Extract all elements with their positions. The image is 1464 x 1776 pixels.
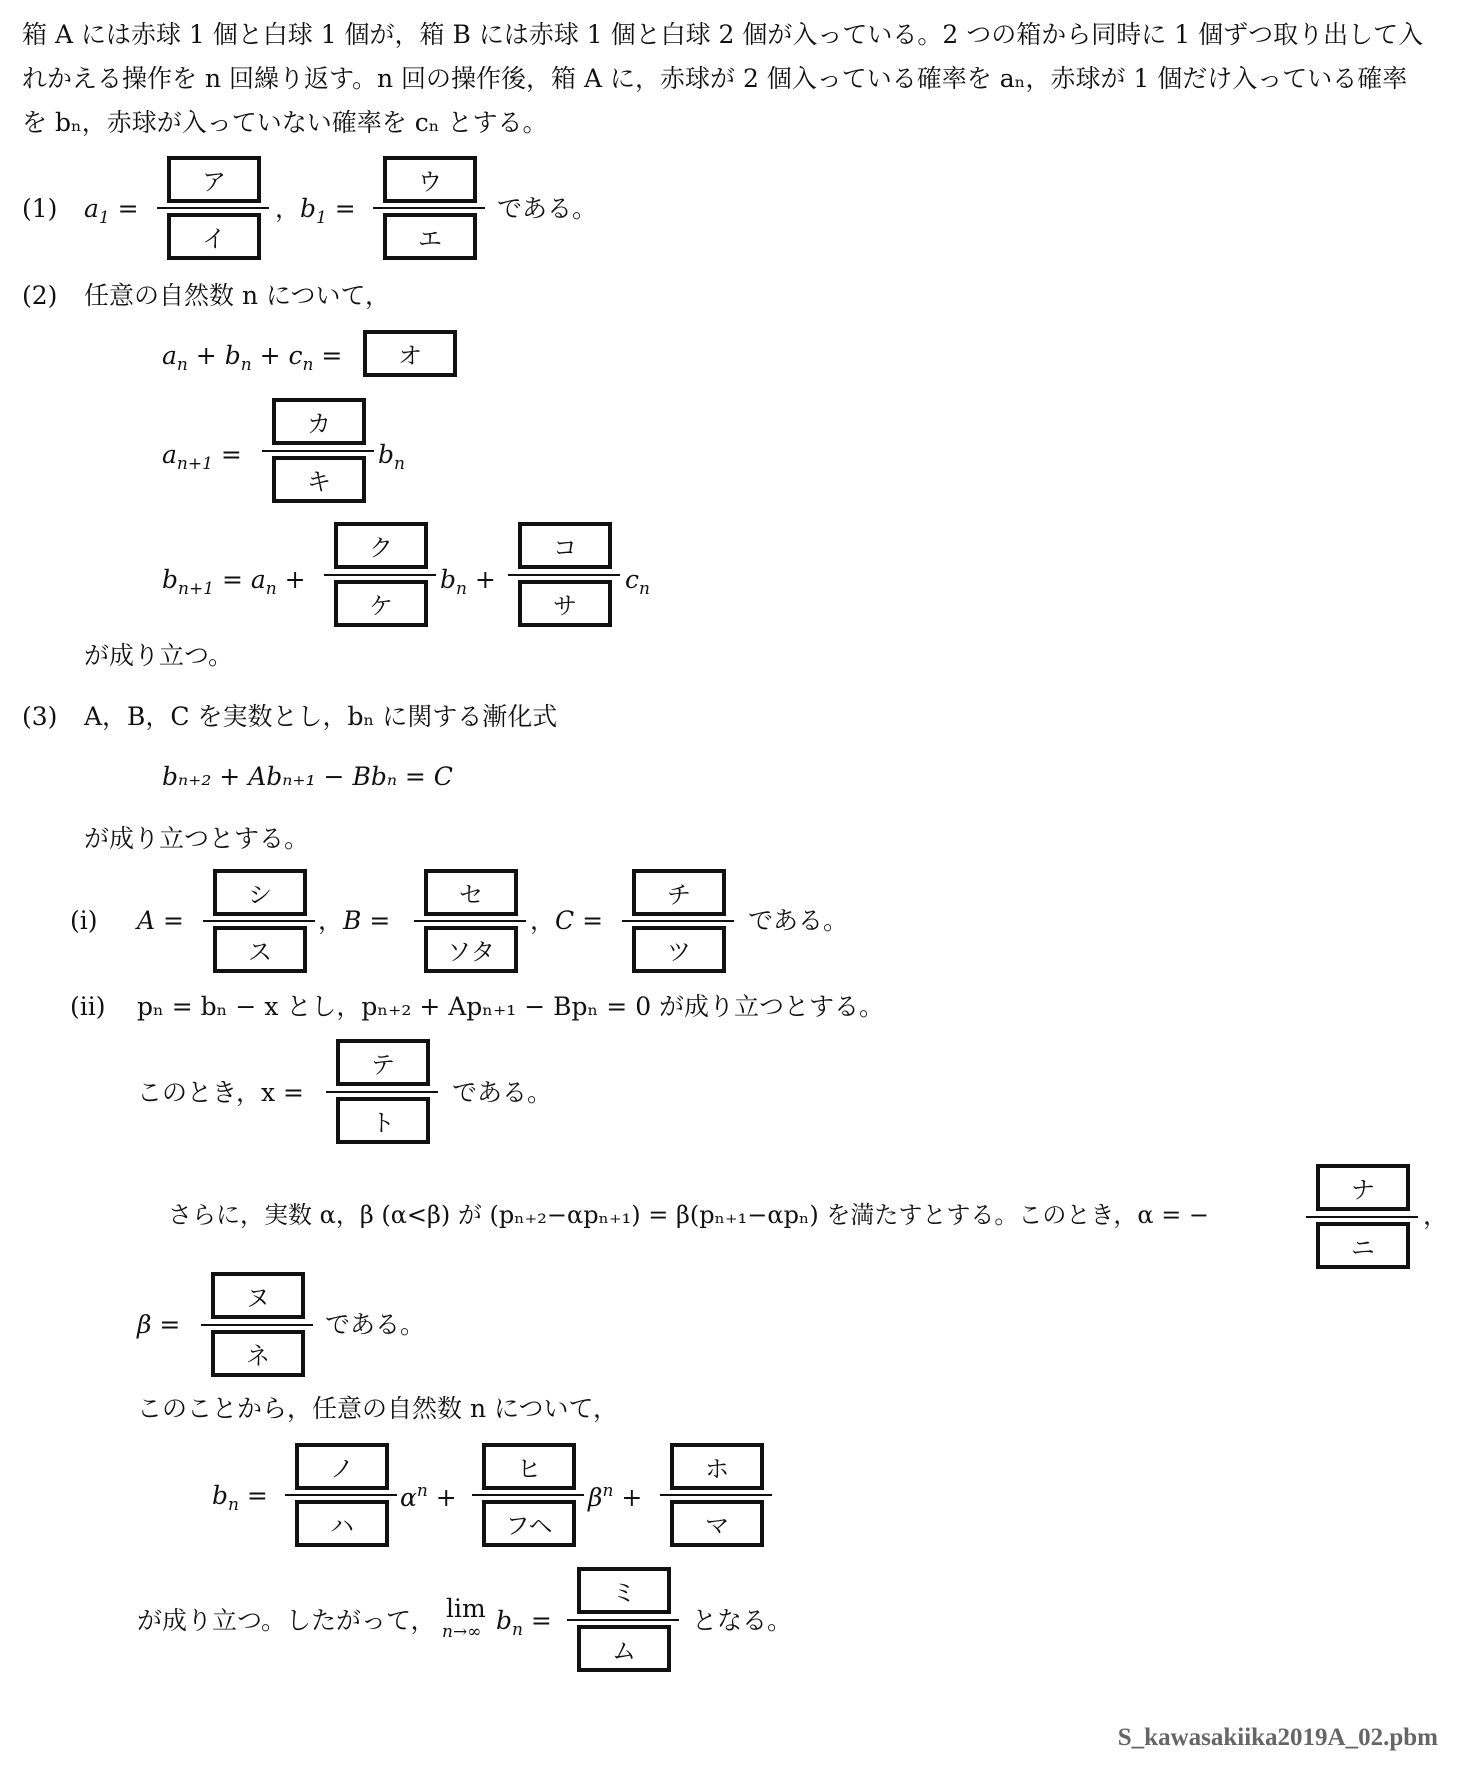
q2-eq-a-next: $a_{n+1}$ = (162, 440, 242, 474)
answer-box-mu[interactable]: ム (577, 1625, 671, 1672)
answer-box-hi[interactable]: ヒ (482, 1443, 576, 1490)
q1-tail: である。 (497, 194, 598, 223)
fraction-bar (157, 207, 269, 209)
q2-lead: 任意の自然数 n について， (84, 281, 390, 310)
q3-ii-conclude: このことから，任意の自然数 n について， (137, 1394, 618, 1423)
q1-b1-eq: ，$b_1$ = (275, 194, 356, 228)
q2-b-term: $b_n$ + (440, 565, 496, 599)
answer-box-ha[interactable]: ハ (295, 1500, 389, 1547)
intro-line-1: 箱 A には赤球 1 個と白球 1 個が，箱 B には赤球 1 個と白球 2 個が入っている。2 つの箱から同時に 1 個ずつ取り出して入 (22, 20, 1424, 49)
answer-box-se[interactable]: セ (424, 869, 518, 916)
q3-ii-beta-tail: である。 (325, 1310, 426, 1339)
q3-ii-lim-bn: $b_n$ = (496, 1606, 552, 1640)
fraction-bar (472, 1494, 584, 1496)
fraction-bar (660, 1494, 772, 1496)
answer-box-tsu[interactable]: ツ (632, 926, 726, 973)
q3-ii-text: pₙ = bₙ − x とし，pₙ₊₂ + Apₙ₊₁ − Bpₙ = 0 が成り立つとする。 (137, 992, 885, 1021)
q3-i-A-eq: A = (137, 906, 184, 935)
comma: ， (1423, 1201, 1449, 1230)
q3-ii-lim: lim (446, 1594, 486, 1623)
answer-box-ni[interactable]: ニ (1316, 1222, 1410, 1269)
q2-label: (2) (22, 281, 58, 310)
answer-box-na[interactable]: ナ (1316, 1164, 1410, 1211)
answer-box-shi[interactable]: シ (213, 869, 307, 916)
answer-box-i[interactable]: イ (167, 213, 261, 260)
q3-after: が成り立つとする。 (84, 824, 310, 853)
q3-ii-beta-pow: $\beta^n$ + (588, 1481, 643, 1512)
q2-tail: が成り立つ。 (84, 641, 234, 670)
answer-box-ku[interactable]: ク (334, 522, 428, 569)
q3-ii-bn-eq: $b_n$ = (212, 1481, 268, 1515)
footer-filename: S_kawasakiika2019A_02.pbm (1117, 1724, 1438, 1751)
q2-eq-b-next: $b_{n+1} = a_n$ + (162, 565, 306, 599)
answer-box-ne[interactable]: ネ (211, 1330, 305, 1377)
answer-box-chi[interactable]: チ (632, 869, 726, 916)
answer-box-fuhe[interactable]: フヘ (482, 1500, 576, 1547)
fraction-bar (373, 207, 485, 209)
fraction-bar (567, 1619, 679, 1621)
fraction-bar (201, 1324, 313, 1326)
q3-i-C-eq: ，C = (530, 906, 604, 935)
q2-b-n: $b_n$ (378, 440, 405, 474)
answer-box-sota[interactable]: ソタ (424, 926, 518, 973)
q1-label: (1) (22, 194, 58, 223)
q2-eq-sum: $a_n + b_n + c_n$ = (162, 341, 343, 375)
answer-box-ho[interactable]: ホ (670, 1443, 764, 1490)
q3-ii-lim-tail: となる。 (692, 1606, 793, 1635)
fraction-bar (203, 920, 315, 922)
answer-box-te[interactable]: テ (336, 1039, 430, 1086)
answer-box-a[interactable]: ア (167, 156, 261, 203)
answer-box-e[interactable]: エ (383, 213, 477, 260)
answer-box-ma[interactable]: マ (670, 1500, 764, 1547)
fraction-bar (414, 920, 526, 922)
fraction-bar (285, 1494, 397, 1496)
intro-line-2: れかえる操作を n 回繰り返す。n 回の操作後，箱 A に，赤球が 2 個入っている確率を aₙ，赤球が 1 個だけ入っている確率 (22, 64, 1408, 93)
answer-box-u[interactable]: ウ (383, 156, 477, 203)
q3-ii-holds: が成り立つ。したがって， (137, 1606, 436, 1635)
q3-ii-label: (ii) (70, 992, 106, 1021)
q3-ii-lim-sub: n→∞ (442, 1622, 482, 1642)
fraction-bar (508, 574, 620, 576)
q2-c-term: $c_n$ (625, 565, 650, 599)
answer-box-to[interactable]: ト (336, 1097, 430, 1144)
answer-box-nu[interactable]: ヌ (211, 1272, 305, 1319)
answer-box-su[interactable]: ス (213, 926, 307, 973)
q3-i-label: (i) (70, 906, 98, 935)
answer-box-o[interactable]: オ (363, 330, 457, 377)
fraction-bar (622, 920, 734, 922)
answer-box-ka[interactable]: カ (272, 398, 366, 445)
answer-box-ki[interactable]: キ (272, 456, 366, 503)
answer-box-sa[interactable]: サ (518, 580, 612, 627)
q3-ii-alpha-pow: $\alpha^n$ + (400, 1481, 457, 1512)
answer-box-no[interactable]: ノ (295, 1443, 389, 1490)
q3-ii-beta-eq: β = (137, 1310, 181, 1339)
fraction-bar (262, 450, 374, 452)
q3-i-tail: である。 (748, 906, 849, 935)
fraction-bar (324, 574, 436, 576)
q3-i-B-eq: ，B = (318, 906, 391, 935)
q3-formula: bₙ₊₂ + Abₙ₊₁ − Bbₙ = C (162, 762, 453, 791)
q3-label: (3) (22, 702, 58, 731)
q3-ii-alpha-text: さらに，実数 α，β (α<β) が (pₙ₊₂−αpₙ₊₁) = β(pₙ₊₁−αpₙ) を満たすとする。このとき，α = − (168, 1201, 1210, 1229)
q3-ii-x-lead: このとき，x = (137, 1078, 304, 1107)
fraction-bar (326, 1091, 438, 1093)
q3-ii-x-tail: である。 (452, 1078, 553, 1107)
intro-line-3: を bₙ，赤球が入っていない確率を cₙ とする。 (22, 108, 548, 137)
answer-box-mi[interactable]: ミ (577, 1567, 671, 1614)
answer-box-ke[interactable]: ケ (334, 580, 428, 627)
q1-a1-eq: $a_1$ = (84, 194, 139, 228)
q3-lead: A，B，C を実数とし，bₙ に関する漸化式 (84, 702, 558, 731)
fraction-bar (1306, 1216, 1418, 1218)
answer-box-ko[interactable]: コ (518, 522, 612, 569)
